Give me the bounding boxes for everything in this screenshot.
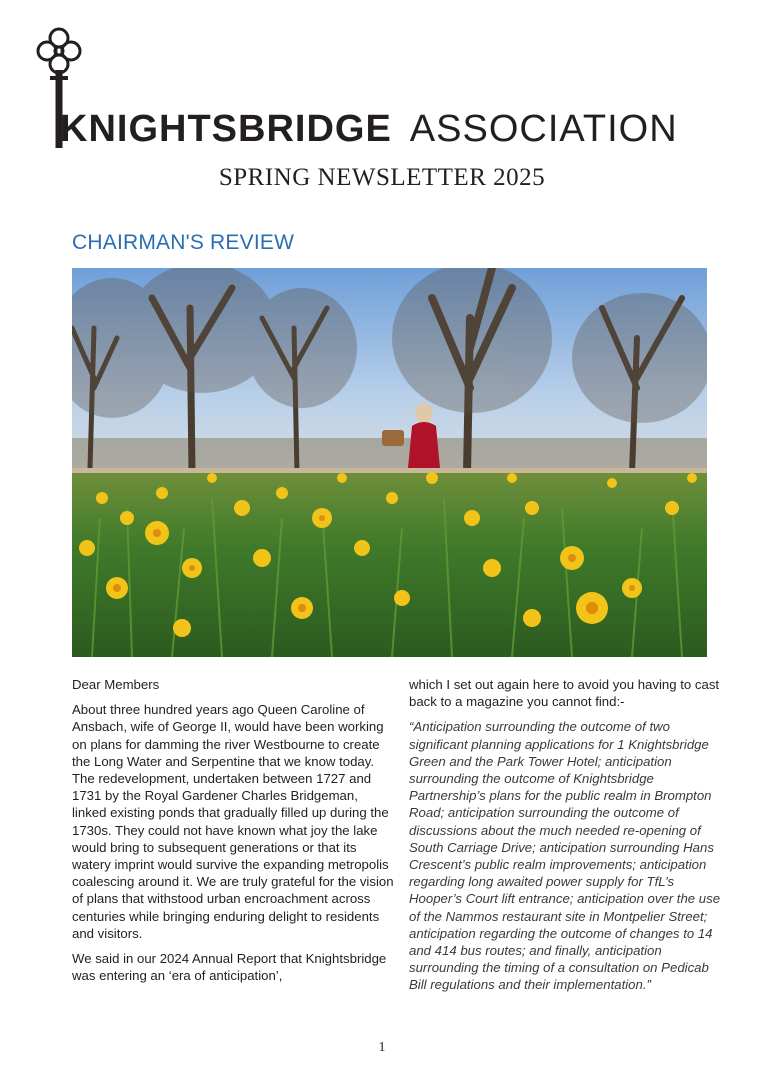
page-number: 1 bbox=[378, 1040, 386, 1055]
org-name-light: ASSOCIATION bbox=[409, 108, 678, 150]
body-paragraph: We said in our 2024 Annual Report that Knightsbridge was entering an ‘era of anticipation’, bbox=[72, 951, 387, 984]
salutation: Dear Members bbox=[72, 677, 160, 692]
daffodil-park-illustration bbox=[72, 268, 707, 657]
section-title: CHAIRMAN'S REVIEW bbox=[72, 231, 295, 254]
org-name-bold: KNIGHTSBRIDGE bbox=[60, 108, 392, 150]
body-paragraph: About three hundred years ago Queen Caroline of Ansbach, wife of George II, would have been working on plans for damming the river Westbourne to create the Long Water and Serpentine that we know today. The redevelopment, undertaken between 1727 and 1731 by the Royal Gardener Charles Bridgeman, linked existing ponds that gradually filled up during the 1730s. They could not have known what joy the lake would bring to subsequent generations or that its watery imprint would survive the expanding metropolis coalescing around it. We are truly grateful for the vision of plans that withstood urban encroachment across centuries while bringing enduring delight to residents and visitors. bbox=[72, 702, 394, 941]
article-column-right bbox=[409, 676, 727, 1002]
article-column-left bbox=[72, 676, 394, 992]
body-paragraph: which I set out again here to avoid you having to cast back to a magazine you cannot find:- bbox=[409, 677, 720, 710]
newsletter-issue-title: SPRING NEWSLETTER 2025 bbox=[218, 164, 546, 191]
daffodil-park-photo bbox=[72, 268, 707, 657]
quoted-report-text: “Anticipation surrounding the outcome of two significant planning applications for 1 Knightsbridge Green and the Park Tower Hotel; anticipation surrounding the outcome of Knightsbridge Partnership’s plans for the public realm in Brompton Road; anticipation surrounding the outcome of discussions about the much needed re-opening of South Carriage Drive; anticipation surrounding Hans Crescent’s public realm improvements; anticipation regarding long awaited power supply for TfL’s Hooper’s Court lift entrance; anticipation over the use of the Nammos restaurant site in Montpelier Street; anticipation regarding the outcome of changes to 14 and 414 bus routes; and finally, anticipation surrounding the timing of a consultation on Pedicab Bill regulations and their implementation.” bbox=[409, 719, 721, 993]
organization-wordmark bbox=[60, 104, 720, 154]
